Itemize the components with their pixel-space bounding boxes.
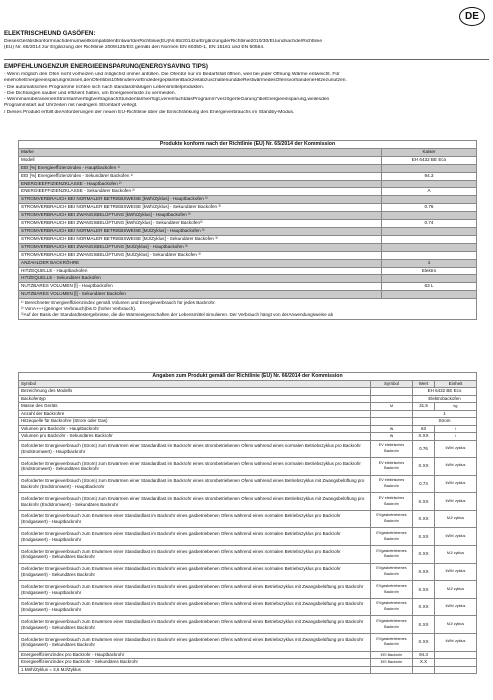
row-label: Volumen pro Backrohr - Hauptbackrohr: [19, 425, 371, 433]
row-symbol: M: [371, 403, 413, 411]
row-symbol: [371, 418, 413, 426]
table-row: [19, 196, 477, 204]
table-row: [19, 164, 477, 172]
row-value: 1: [413, 410, 477, 418]
row-value: X.XX: [413, 458, 435, 476]
row-label: Geforderter Energieverbrauch zum Erwärmen einer Standardlast im Backrohr eines gasbetriebenen Ofens während eines Betriebszyklus mit Zwangsbelüftung pro Backrohr (Endgaswert) - Sekundäres Backrohr: [19, 616, 371, 634]
table-title-row: [19, 141, 477, 149]
row-label: Geforderter Energieverbrauch zum Erwärmen einer Standardlast im Backrohr eines gasbetriebenen Ofens während eines Betriebszyklus mit Zwangsbelüftung pro Backrohr (Endgaswert) - Sekundäres Backrohr: [19, 634, 371, 652]
row-value: [382, 235, 477, 243]
section-text-conformity: [4, 39, 489, 52]
row-symbol: [371, 410, 413, 418]
row-unit: [435, 659, 477, 667]
row-value: [382, 180, 477, 188]
table-row: [19, 493, 477, 511]
table-row: [19, 388, 477, 396]
table-row: [19, 212, 477, 220]
row-label: Modell: [19, 156, 382, 164]
row-unit: MJ/ zyklus: [435, 546, 477, 564]
row-value: 1: [382, 259, 477, 267]
row-label: STROMVERBRAUCH BEI ZWANGSBELÜFTUNG [MJ/Zyklus] - Sekundärer Backofen ³⁾: [19, 251, 382, 259]
row-value: 63: [413, 425, 435, 433]
language-badge: DE: [459, 7, 485, 26]
table-row: [19, 634, 477, 652]
table-row: [19, 475, 477, 493]
row-symbol: EV elektrisches Backrohr: [371, 440, 413, 458]
table-row: [19, 148, 477, 156]
product-info-table: [18, 372, 477, 674]
row-label: Geforderter Energieverbrauch zum Erwärmen einer Standardlast im Backrohr eines gasbetriebenen Ofens während eines normalen Betriebszyklus pro Backrohr (Endgaswert) - Hauptbackrohr: [19, 510, 371, 528]
row-value: [413, 666, 435, 674]
row-unit: MJ/ zyklus: [435, 510, 477, 528]
header-unit: Einheit: [435, 380, 477, 388]
table-row: [19, 433, 477, 441]
footnote: ³⁾Auf der Basis der Standardtestergebnisse, die die Wärmeeigenschaften der Lebensmittel simulieren. Der Verbrauch hängt von derAnwendungsweise ab: [21, 311, 334, 317]
row-unit: kg: [435, 403, 477, 411]
row-value: X.XX: [413, 510, 435, 528]
table-title: Produkte konform nach der Richtlinie (EU) Nr. 65/2014 der Kommission: [19, 141, 477, 149]
section-title-electric-gas-ovens: ELEKTRISCHEUND GASÖFEN:: [4, 30, 96, 37]
row-value: EH 6432 BE Eco: [413, 388, 477, 396]
row-label: ENERGIEEFFIZIENZKLASSE - Sekundärer Backofen ²⁾: [19, 188, 382, 196]
table-row: [19, 267, 477, 275]
text-line: Programmstart auf Uhrzeiten mit niedrigem Stromtarif verlegt.: [4, 103, 138, 109]
table-row: [19, 410, 477, 418]
text-line: - WennmanüberaneinenStromtarifverfügtvertragnachStundentarifverfügt,vereinfachtdasProgramm"verzögerteGarung"dieEnergieeinsparung,weilesden: [4, 97, 330, 103]
row-value: 0.76: [413, 440, 435, 458]
text-line: DiesesGerätistkonformnachdemumweltkompatiblenEntwurfderRichtlinie(EU)Nr.65/2014zurErgänzungderRichtlinie2010/30/EUundnachderRichtlinie: [4, 39, 323, 44]
row-symbol: EVgasbetriebenes Backrohr: [371, 528, 413, 546]
row-symbol: EVgasbetriebenes Backrohr: [371, 581, 413, 599]
row-symbol: IN: [371, 425, 413, 433]
footnote: ¹⁾ Berechneter Energieeffizienzindex gemäß Volumen und Energieverbrauch für jedes Backrohr.: [21, 300, 216, 306]
row-label: Geforderter Energieverbrauch zum Erwärmen einer Standardlast im Backrohr eines gasbetriebenen Ofens während eines normalen Betriebszyklus pro Backrohr (Endgaswert) - Sekundäres Backrohr: [19, 546, 371, 564]
table-notes-row: [19, 299, 477, 319]
row-label: STROMVERBRAUCH BEI NORMALER BETRIEBSWEISE [MJ/Zyklus] - Sekundärer Backofen ³⁾: [19, 235, 382, 243]
row-label: EEI [%] Energieeffizienzindex - Hauptbackofen ¹⁾: [19, 164, 382, 172]
table-row: [19, 220, 477, 228]
row-label: HITZEQUELLE - Sekundärer Backofen: [19, 275, 382, 283]
row-label: Geforderter Energieverbrauch (Strom) zum Erwärmen einer Standardlast im Backrohr eines strombetriebenen Ofens während eines normalen Betriebszyklus pro Backrohr (Endstromwert) - Hauptbackrohr: [19, 440, 371, 458]
text-line: - Die Dichtungen sauber und effizient halten, um Energieverluste zu vermeiden.: [4, 90, 176, 96]
row-value: X.XX: [413, 581, 435, 599]
row-label: Bezeichnung des Modells: [19, 388, 371, 396]
row-value: Elektrobackofen: [413, 395, 477, 403]
row-label: STROMVERBRAUCH BEI NORMALER BETRIEBSWEISE [kWh/Zyklus] - Hauptbackofen ³⁾: [19, 196, 382, 204]
row-symbol: EEI Backrohr: [371, 659, 413, 667]
row-value: 0.74: [382, 220, 477, 228]
table-row: [19, 227, 477, 235]
text-line: einehoheEnergieeinsparungmüssen,denOfen5bis10MinutenvorEndedergeplantenBackzeitabzuschaltenunddieRestwärmedesOfensvorhandeneHitzezunutzen.: [4, 78, 347, 84]
table-row: [19, 403, 477, 411]
row-value: X.XX: [413, 433, 435, 441]
table-row: [19, 180, 477, 188]
row-label: EEI [%] Energieeffizienzindex - Sekundärer Backofen ¹⁾: [19, 172, 382, 180]
table-row: [19, 395, 477, 403]
row-label: Geforderter Energieverbrauch zum Erwärmen einer Standardlast im Backrohr eines gasbetriebenen Ofens während eines Betriebszyklus mit Zwangsbelüftung pro Backrohr (Endgaswert) - Hauptbackrohr: [19, 581, 371, 599]
text-line: (EU) Nr. 66/2014 zur Ergänzung der Richtlinie 2009/125/EG gemäß den Normen EN 60350-1, EN 15181 und EN 50564.: [4, 45, 265, 51]
section-text-energy-saving-tips: [4, 72, 489, 116]
row-label: Hitzequelle für Backrohre (Strom oder Gas): [19, 418, 371, 426]
row-symbol: IN: [371, 433, 413, 441]
row-value: 94.3: [413, 651, 435, 659]
table-row: [19, 259, 477, 267]
row-symbol: EV elektrisches Backrohr: [371, 493, 413, 511]
table-row: [19, 546, 477, 564]
table-row: [19, 188, 477, 196]
row-label: ENERGIEEFFIZIENZKLASSE - Hauptbackofen ²⁾: [19, 180, 382, 188]
row-value: 63 L: [382, 283, 477, 291]
row-value: X.XX: [413, 563, 435, 581]
row-label: Energieeffizienzindex pro Backrohr - Sekundäres Backrohr: [19, 659, 371, 667]
row-symbol: EV elektrisches Backrohr: [371, 475, 413, 493]
row-label: Marke: [19, 148, 382, 156]
table-title-row: [19, 373, 477, 381]
text-line: - Die automatischen Programme richten sich nach standardmäßigen Lebensmittelprodukten.: [4, 84, 205, 90]
table-row: [19, 581, 477, 599]
row-value: Strom: [413, 418, 477, 426]
table-notes: [19, 299, 477, 319]
table-header-row: [19, 380, 477, 388]
row-symbol: EVgasbetriebenes Backrohr: [371, 510, 413, 528]
table-row: [19, 659, 477, 667]
row-value: X.XX: [413, 598, 435, 616]
table-row: [19, 528, 477, 546]
row-symbol: EVgasbetriebenes Backrohr: [371, 563, 413, 581]
row-symbol: EEI Backrohr: [371, 651, 413, 659]
row-value: X.XX: [413, 528, 435, 546]
table-row: [19, 156, 477, 164]
row-unit: [435, 651, 477, 659]
row-label: STROMVERBRAUCH BEI NORMALER BETRIEBSWEISE [MJ/Zyklus] - Hauptbackofen ³⁾: [19, 227, 382, 235]
row-unit: MJ/ zyklus: [435, 581, 477, 599]
table-row: [19, 275, 477, 283]
row-unit: kWh/ zyklus: [435, 475, 477, 493]
row-label: Energieeffizienzindex pro Backrohr - Hauptbackrohr: [19, 651, 371, 659]
row-symbol: [371, 395, 413, 403]
row-label: Geforderter Energieverbrauch (Strom) zum Erwärmen einer Standardlast im Backrohr eines strombetriebenen Ofens während eines normalen Betriebszyklus pro Backrohr (Endstromwert) - Sekundäres Backrohr: [19, 458, 371, 476]
table-row: [19, 251, 477, 259]
row-symbol: EVgasbetriebenes Backrohr: [371, 634, 413, 652]
row-unit: [435, 666, 477, 674]
row-unit: kWh/ zyklus: [435, 493, 477, 511]
table-row: [19, 235, 477, 243]
row-value: [382, 251, 477, 259]
row-value: X.X: [413, 659, 435, 667]
row-symbol: EVgasbetriebenes Backrohr: [371, 546, 413, 564]
row-label: NUTZBARES VOLUMEN [l] - Sekundärer Backofen: [19, 291, 382, 299]
row-value: X.XX: [413, 634, 435, 652]
row-value: [382, 275, 477, 283]
row-label: Geforderter Energieverbrauch zum Erwärmen einer Standardlast im Backrohr eines gasbetriebenen Ofens während eines normalen Betriebszyklus pro Backrohr (Endgaswert) - Sekundäres Backrohr: [19, 563, 371, 581]
row-symbol: [371, 666, 413, 674]
table-row: [19, 425, 477, 433]
row-unit: kWh/ zyklus: [435, 528, 477, 546]
row-label: NUTZBARES VOLUMEN [l] - Hauptbackofen: [19, 283, 382, 291]
row-label: Masse des Geräts: [19, 403, 371, 411]
row-unit: l: [435, 433, 477, 441]
row-value: A: [382, 188, 477, 196]
row-label: Geforderter Energieverbrauch zum Erwärmen einer Standardlast im Backrohr eines gasbetriebenen Ofens während eines Betriebszyklus mit Zwangsbelüftung pro Backrohr (Endgaswert) - Hauptbackrohr: [19, 598, 371, 616]
text-line: / Dieses Produkt erfüllt dieAnforderungen der neuen EU-Richtlinie über die Einschränkung des Energieverbrauchs im Standby-Modus.: [4, 109, 295, 115]
row-label: Volumen pro Backrohr - Sekundäres Backrohr: [19, 433, 371, 441]
row-label: Geforderter Energieverbrauch zum Erwärmen einer Standardlast im Backrohr eines gasbetriebenen Ofens während eines normalen Betriebszyklus pro Backrohr (Endgaswert) - Hauptbackrohr: [19, 528, 371, 546]
table-title: Angaben zum Produkt gemäß der Richtlinie (EU) Nr. 66/2014 der Kommission: [19, 373, 477, 381]
table-row: [19, 616, 477, 634]
row-value: Kaiser: [382, 148, 477, 156]
row-value: [382, 164, 477, 172]
row-value: [382, 212, 477, 220]
row-label: STROMVERBRAUCH BEI NORMALER BETRIEBSWEISE [kWh/Zyklus] - Sekundärer Backofen ³⁾: [19, 204, 382, 212]
table-row: [19, 418, 477, 426]
row-symbol: [371, 388, 413, 396]
row-unit: kWh/ zyklus: [435, 598, 477, 616]
divider: [4, 59, 489, 60]
row-unit: kWh/ zyklus: [435, 440, 477, 458]
row-unit: l: [435, 425, 477, 433]
energy-label-table: [18, 140, 477, 320]
row-value: [382, 196, 477, 204]
table-row: [19, 291, 477, 299]
table-row: [19, 563, 477, 581]
row-value: X.XX: [413, 493, 435, 511]
table-row: [19, 651, 477, 659]
table-row: [19, 204, 477, 212]
row-label: HITZEQUELLE - Hauptbackofen: [19, 267, 382, 275]
row-value: EH 6432 BE Eco: [382, 156, 477, 164]
header-label: Symbol: [19, 380, 371, 388]
row-label: STROMVERBRAUCH BEI ZWANGSBELÜFTUNG [kWh/Zyklus] - Sekundärer Backofen³⁾: [19, 220, 382, 228]
header-value: Wert: [413, 380, 435, 388]
table-row: [19, 598, 477, 616]
row-value: [382, 243, 477, 251]
row-value: [382, 227, 477, 235]
table-row: [19, 510, 477, 528]
table-row: [19, 666, 477, 674]
row-value: X.XX: [413, 546, 435, 564]
row-label: Geforderter Energieverbrauch (Strom) zum Erwärmen einer Standardlast im Backrohr eines strombetriebenen Ofens während eines Betriebszyklus mit Zwangsbelüftung pro Backrohr (Endstromwert) - Sekundäres Backrohr: [19, 493, 371, 511]
row-symbol: EVgasbetriebenes Backrohr: [371, 616, 413, 634]
row-value: 0.76: [382, 204, 477, 212]
row-label: 1 kWh/Zyklus = 3,6 MJ/Zyklus: [19, 666, 371, 674]
row-value: X.XX: [413, 616, 435, 634]
row-label: Anzahl der Backrohre: [19, 410, 371, 418]
row-value: [382, 291, 477, 299]
row-value: Elektro: [382, 267, 477, 275]
table-row: [19, 172, 477, 180]
row-label: STROMVERBRAUCH BEI ZWANGSBELÜFTUNG [MJ/Zyklus] - Hauptbackofen ³⁾: [19, 243, 382, 251]
row-value: 94.3: [382, 172, 477, 180]
table-row: [19, 243, 477, 251]
row-symbol: EV elektrisches Backrohr: [371, 458, 413, 476]
row-label: Geforderter Energieverbrauch (Strom) zum Erwärmen einer Standardlast im Backrohr eines strombetriebenen Ofens während eines Betriebszyklus mit Zwangsbelüftung pro Backrohr (Endstromwert) - Hauptbackrohr: [19, 475, 371, 493]
row-value: 0.74: [413, 475, 435, 493]
text-line: - Wenn möglich den Ofen nicht vorheizen und möglichst immer anfüllen. Die Ofentür nur im Bedarfsfall öffnen, weil bei jeder Öffnung Wärme entweicht. Für: [4, 72, 340, 77]
row-label: STROMVERBRAUCH BEI ZWANGSBELÜFTUNG [kWh/Zyklus] - Hauptbackofen ³⁾: [19, 212, 382, 220]
row-label: ANZAHLDER BACKRÖHRE: [19, 259, 382, 267]
row-label: Backofentyp: [19, 395, 371, 403]
section-title-energy-saving-tips: EMPFEHLUNGENZUR ENERGIEEINSPARUNG(ENERGYSAVING TIPS): [4, 63, 208, 70]
row-symbol: EVgasbetriebenes Backrohr: [371, 598, 413, 616]
row-unit: kWh/ zyklus: [435, 634, 477, 652]
table-row: [19, 283, 477, 291]
row-unit: MJ/ zyklus: [435, 616, 477, 634]
header-symbol: Symbol: [371, 380, 413, 388]
table-row: [19, 440, 477, 458]
table-row: [19, 458, 477, 476]
footnote: ²⁾ VonA+++(geringer Verbrauch)bis D (hoher Verbrauch).: [21, 305, 137, 311]
row-value: 31.5: [413, 403, 435, 411]
row-unit: kWh/ zyklus: [435, 458, 477, 476]
row-unit: kWh/ zyklus: [435, 563, 477, 581]
